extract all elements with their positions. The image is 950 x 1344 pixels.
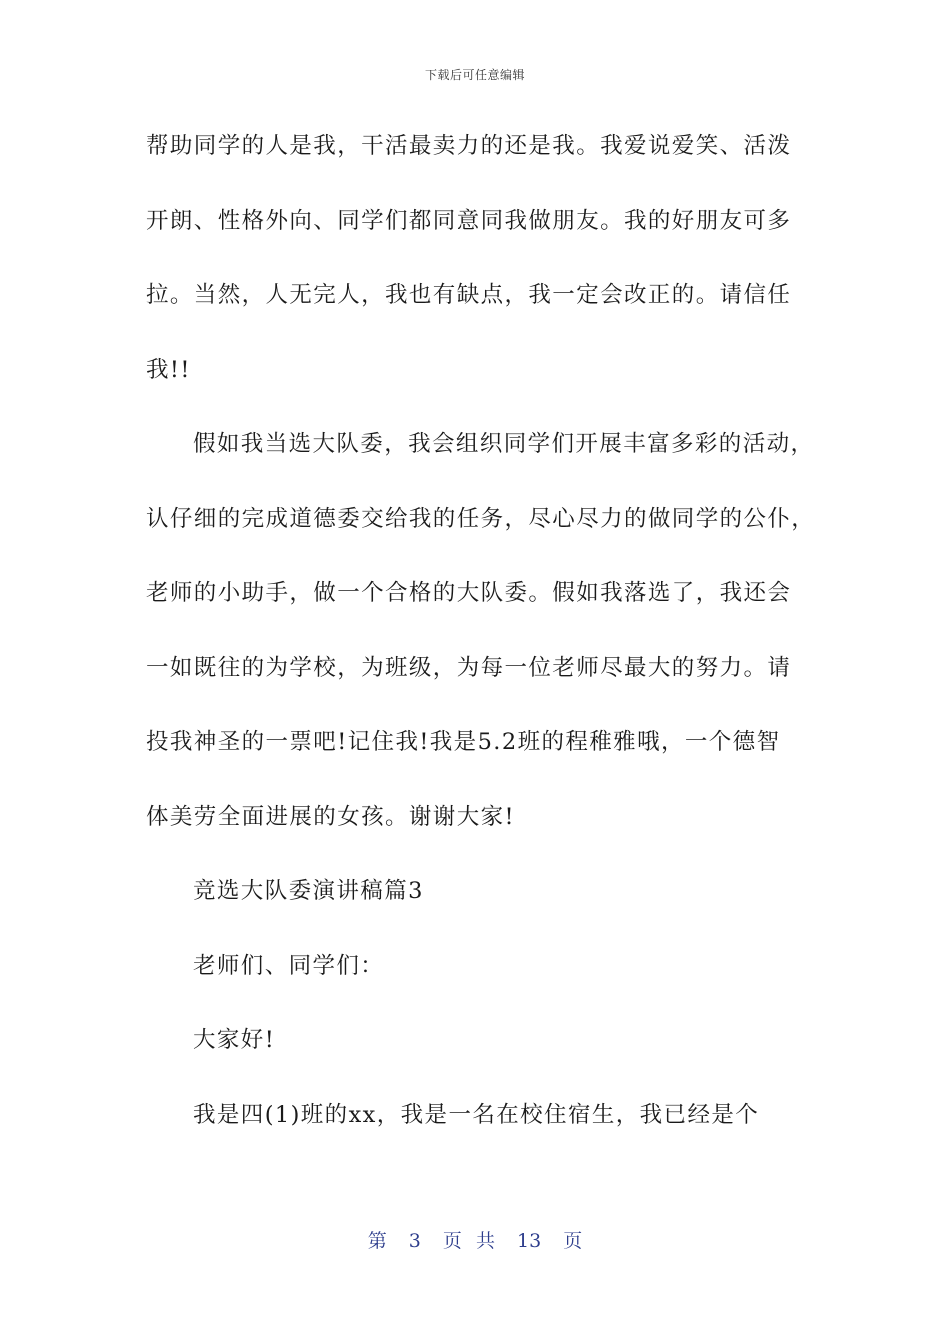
text-line: 帮助同学的人是我，干活最卖力的还是我。我爱说爱笑、活泼 xyxy=(146,133,792,159)
page-header: 下载后可任意编辑 xyxy=(424,68,525,82)
page-footer xyxy=(0,1226,950,1253)
text-line: 我!! xyxy=(146,356,191,383)
footer-middle: 页 共 xyxy=(442,1230,495,1252)
text-line: 一如既往的为学校，为班级，为每一位老师尽最大的努力。请 xyxy=(146,654,792,681)
total-page-count: 13 xyxy=(517,1230,542,1252)
text-line: 假如我当选大队委，我会组织同学们开展丰富多彩的活动， xyxy=(193,431,815,457)
footer-suffix: 页 xyxy=(563,1230,583,1252)
current-page-number: 3 xyxy=(408,1230,421,1252)
text-line: 认仔细的完成道德委交给我的任务，尽心尽力的做同学的公仆， xyxy=(146,505,816,532)
greeting: 大家好! xyxy=(193,1027,276,1053)
text-line: 拉。当然，人无完人，我也有缺点，我一定会改正的。请信任 xyxy=(146,282,792,308)
text-line: 体美劳全面进展的女孩。谢谢大家! xyxy=(146,803,515,830)
text-line: 老师的小助手，做一个合格的大队委。假如我落选了，我还会 xyxy=(146,580,792,606)
footer-prefix: 第 xyxy=(367,1230,387,1252)
section-heading: 竞选大队委演讲稿篇3 xyxy=(193,878,424,904)
document-body xyxy=(146,124,814,1167)
salutation: 老师们、同学们： xyxy=(193,952,385,979)
text-line: 开朗、性格外向、同学们都同意同我做朋友。我的好朋友可多 xyxy=(146,207,792,234)
text-line: 我是四(1)班的xx，我是一名在校住宿生，我已经是个 xyxy=(193,1101,760,1128)
text-line: 投我神圣的一票吧!记住我!我是5.2班的程稚雅哦，一个德智 xyxy=(146,729,781,755)
